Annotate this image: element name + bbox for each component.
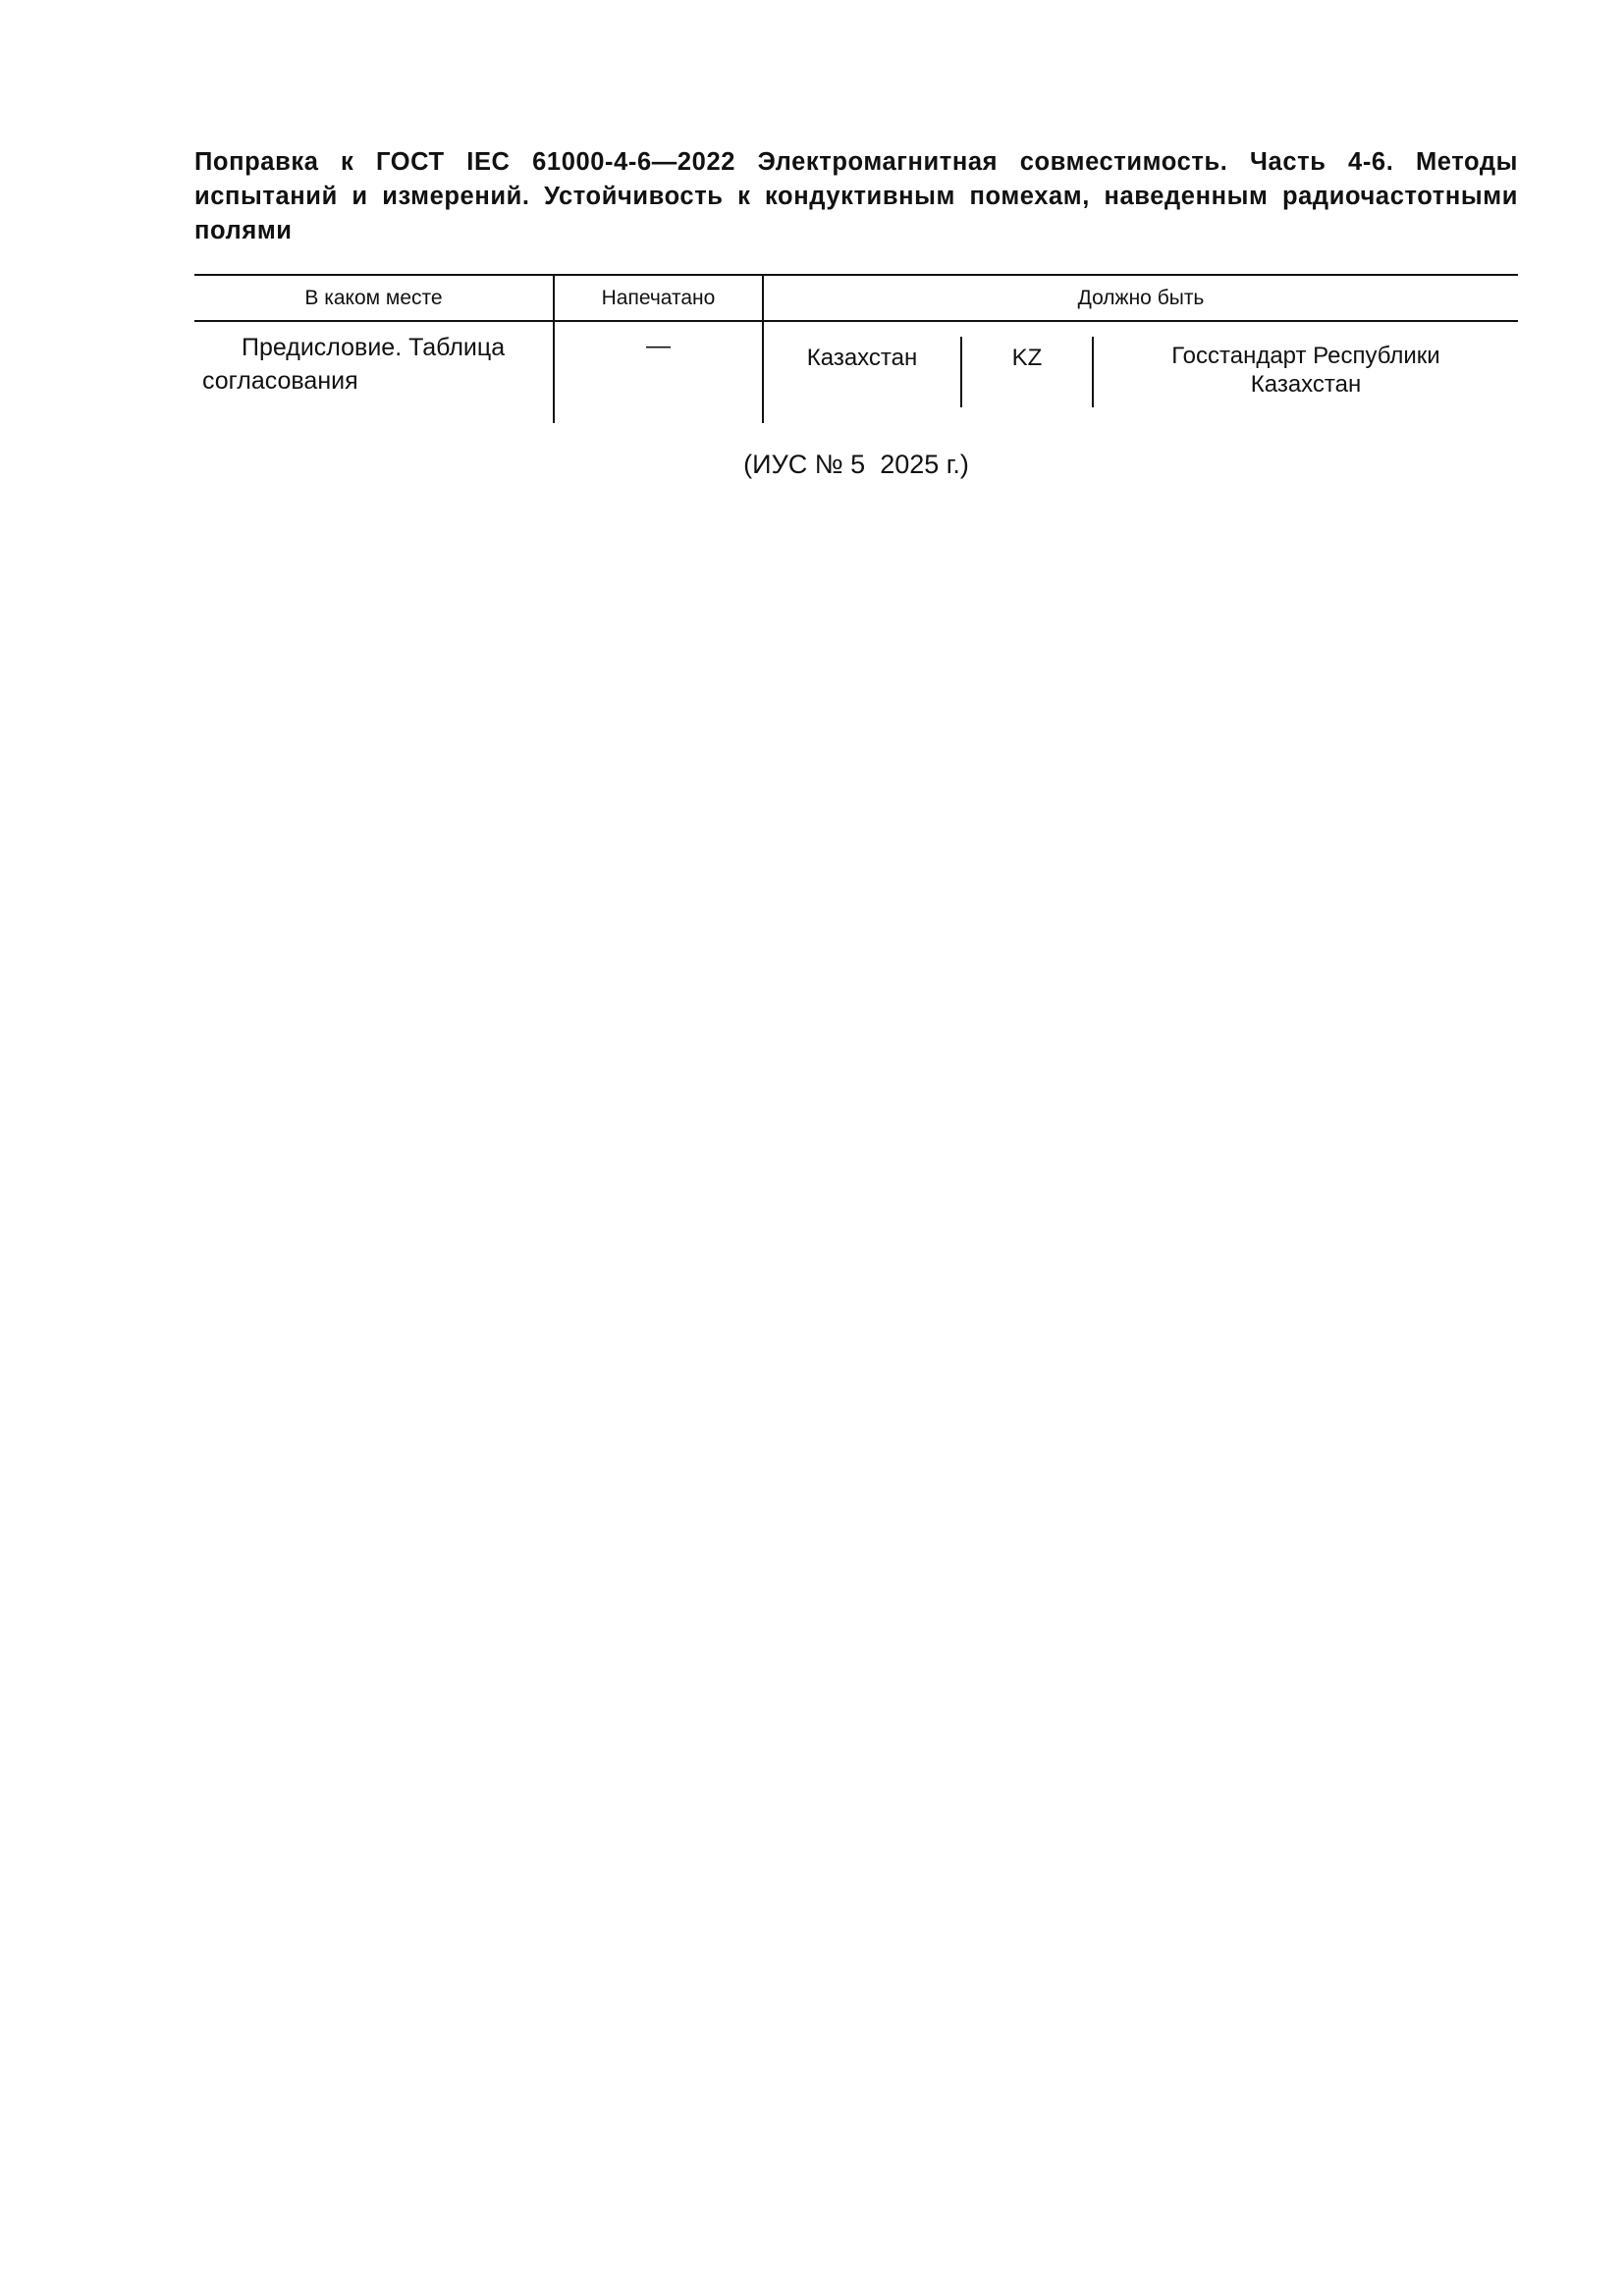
header-printed: Напечатано <box>601 286 716 309</box>
header-should-be: Должно быть <box>1077 286 1205 309</box>
cell-code: KZ <box>1011 345 1043 371</box>
document-title: Поправка к ГОСТ IEC 61000-4-6—2022 Электромагнитная совместимость. Часть 4-6. Методы испытаний и измерений. Устойчивость к кондуктивным помехам, наведенным радиочастотными полями <box>194 148 1518 244</box>
amendment-table <box>194 274 1518 423</box>
cell-where-line1: Предисловие. Таблица <box>242 334 506 361</box>
cell-where-line2: согласования <box>202 367 358 395</box>
header-where: В каком месте <box>304 286 443 309</box>
table-header-rule <box>194 320 1518 322</box>
cell-printed: — <box>646 332 671 359</box>
issue-reference: (ИУС № 5 2025 г.) <box>743 450 969 479</box>
cell-country: Казахстан <box>806 345 918 371</box>
cell-authority-line1: Госстандарт Республики <box>1171 343 1440 369</box>
cell-authority-line2: Казахстан <box>1250 371 1362 398</box>
